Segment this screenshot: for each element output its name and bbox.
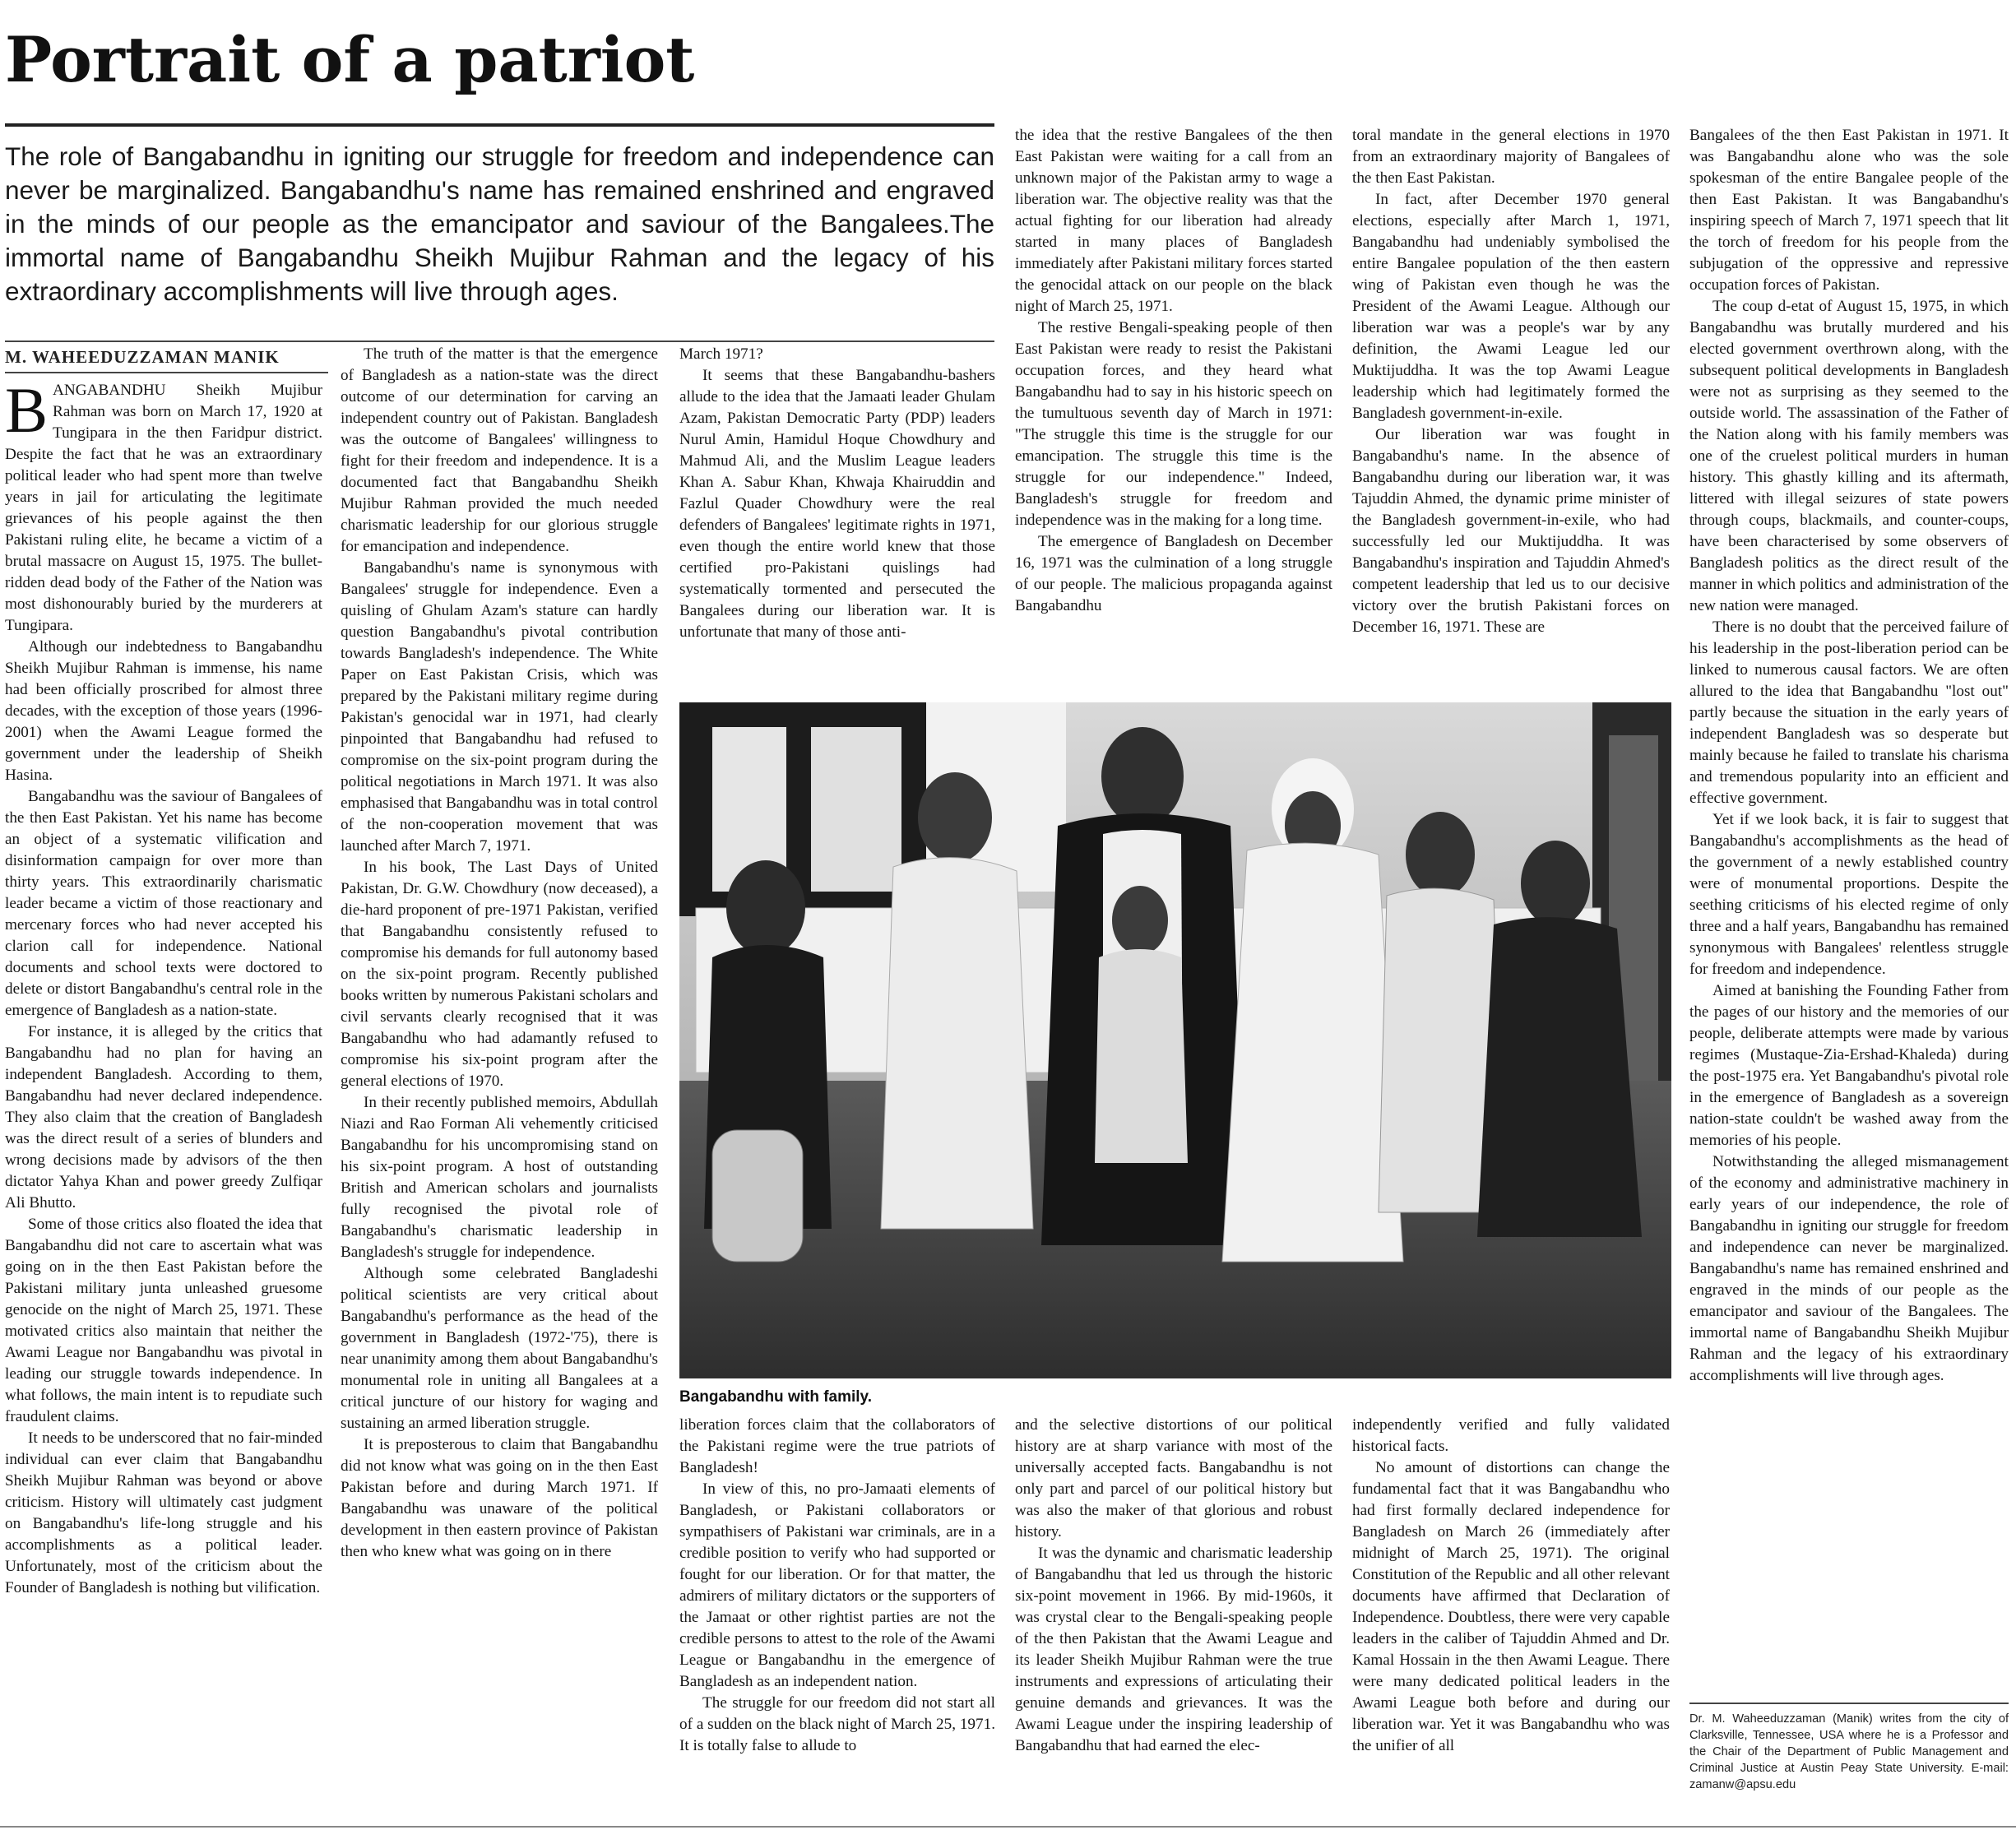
byline <box>5 347 334 368</box>
paragraph: In his book, The Last Days of United Pakistan, Dr. G.W. Chowdhury (now deceased), a die-hard proponent of pre-1971 Pakistan, verified that Bangabandhu consistently refused to compromise his demands for full autonomy based on the six-point program. Recently published books written by numerous Pakistani scholars and civil servants clearly recognised that it was Bangabandhu who had adamantly refused to compromise his six-point program after the general elections of 1970. <box>341 859 658 1090</box>
paragraph: It needs to be underscored that no fair-minded individual can ever claim that Bangabandhu Sheikh Mujibur Rahman was beyond or above criticism. History will ultimately cast judgment on Bangabandhu's life-long struggle and his accomplishments as a political leader. Unfortunately, most of the criticism about the Founder of Bangladesh is nothing but vilification. <box>5 1429 322 1596</box>
byline-text: M. WAHEEDUZZAMAN MANIK <box>5 347 280 367</box>
paragraph: In view of this, no pro-Jamaati elements of Bangladesh, or Pakistani collaborators or sympathisers of Pakistani war criminals, are in a credible position to verify who had supported or fought for our liberation. Or for that matter, the admirers of military dictators or the supporters of the Jamaat or other rightist parties are not the credible persons to attest to the role of the Awami League or Bangabandhu in the emergence of Bangladesh as an independent nation. <box>679 1480 995 1690</box>
paragraph: independently verified and fully validated historical facts. <box>1352 1416 1670 1455</box>
column-3-top <box>679 344 995 689</box>
drop-cap: B <box>5 380 49 446</box>
paragraph: Our liberation war was fought in Bangabandhu's name. In the absence of Bangabandhu during our liberation war, it was Tajuddin Ahmed, the dynamic prime minister of the Bangladesh government-in-exile, who had successfully led our Muktijuddha. It was Bangabandhu's inspiration and Tajuddin Ahmed's competent leadership that led us to our decisive victory over the brutish Pakistani forces on December 16, 1971. These are <box>1352 426 1670 636</box>
paragraph: There is no doubt that the perceived failure of his leadership in the post-liberation period can be linked to numerous causal factors. We are often allured to the idea that Bangabandhu "lost out" partly because the situation in the early years of independent Bangladesh was so desperate but mainly because he failed to translate his charisma and tremendous popularity into an efficient and effective government. <box>1689 618 2009 807</box>
paragraph: The struggle for our freedom did not start all of a sudden on the black night of March 25, 1971. It is totally false to allude to <box>679 1694 995 1754</box>
paragraph: The restive Bengali-speaking people of then East Pakistan were ready to resist the Pakistani occupation forces, and they heard what Bangabandhu had to say in his historic speech on the tumultuous seventh day of March in 1971: "The struggle this time is the struggle for our emancipation. The struggle this time is the struggle for our independence." Indeed, Bangladesh's struggle for freedom and independence was in the making for a long time. <box>1015 319 1332 529</box>
column-1 <box>5 380 322 1803</box>
paragraph <box>5 380 322 637</box>
column-5-bottom <box>1352 1415 1670 1805</box>
photo-caption: Bangabandhu with family. <box>679 1388 872 1406</box>
paragraph: No amount of distortions can change the fundamental fact that it was Bangabandhu who had first formally declared independence for Bangladesh on March 26 (immediately after midnight of March 25, 1971). The original Constitution of the Republic and all other relevant documents have affirmed that Declaration of Independence. Doubtless, there were very capable leaders in the caliber of Tajuddin Ahmed and Dr. Kamal Hossain in the then Awami League. There were many dedicated political leaders in the Awami League both before and during our liberation war. Yet it was Bangabandhu who was the unifier of all <box>1352 1459 1670 1754</box>
byline-rule <box>5 372 328 373</box>
family-photo <box>679 702 1671 1378</box>
author-note-rule <box>1689 1703 2009 1704</box>
paragraph: The truth of the matter is that the emergence of Bangladesh as a nation-state was the direct outcome of our determination for carving an independent country out of Pakistan. Bangladesh was the outcome of Bangalees' willingness to fight for their freedom and independence. It is a documented fact that Bangabandhu Sheikh Mujibur Rahman provided the much needed charismatic leadership for our glorious struggle for emancipation and independence. <box>341 345 658 555</box>
paragraph: Aimed at banishing the Founding Father from the pages of our history and the memories of our people, deliberate attempts were made by various regimes (Mustaque-Zia-Ershad-Khaleda) during the post-1975 era. Yet Bangabandhu's pivotal role in the emergence of Bangladesh as a sovereign nation-state couldn't be washed away from the memories of his people. <box>1689 982 2009 1149</box>
paragraph: the idea that the restive Bangalees of the then East Pakistan were waiting for a call from an unknown major of the Pakistan army to wage a liberation war. The objective reality was that the actual fighting for our liberation had already started in many places of Bangladesh immediately after Pakistani military forces started the genocidal attack on our people on the black night of March 25, 1971. <box>1015 127 1332 315</box>
paragraph: liberation forces claim that the collaborators of the Pakistani regime were the true patriots of Bangladesh! <box>679 1416 995 1476</box>
lead-caps: ANGABANDHU <box>53 382 166 399</box>
paragraph: It seems that these Bangabandhu-bashers allude to the idea that the Jamaati leader Ghulam Azam, Pakistan Democratic Party (PDP) leaders Nurul Amin, Hamidul Hoque Chowdhury and Mahmud Ali, and the Muslim League leaders Khan A. Sabur Khan, Khwaja Khairuddin and Fazlul Quader Chowdhury were the real defenders of Bangalees' legitimate rights in 1971, even though the entire world knew that those certified pro-Pakistani quislings had systematically tormented and persecuted the Bangalees during our liberation war. It is unfortunate that many of those anti- <box>679 367 995 641</box>
paragraph: Bangabandhu was the saviour of Bangalees of the then East Pakistan. Yet his name has become an object of a systematic vilification and disinformation campaign for over more than thirty years. This extraordinarily charismatic leader became a victim of those reactionary and mercenary forces who had never accepted his clarion call for independence. National documents and school texts were doctored to delete or distort Bangabandhu's central role in the emergence of Bangladesh as a nation-state. <box>5 788 322 1019</box>
paragraph: and the selective distortions of our political history are at sharp variance with most of the universally accepted facts. Bangabandhu is not only part and parcel of our political history but was also the maker of that glorious and robust history. <box>1015 1416 1332 1540</box>
column-5-top <box>1352 125 1670 689</box>
paragraph: Bangabandhu's name is synonymous with Bangalees' struggle for independence. Even a quisling of Ghulam Azam's stature can hardly question Bangabandhu's pivotal contribution towards Bangladesh's independence. The White Paper on East Pakistan Crisis, which was prepared by the Pakistani military regime during Pakistan's genocidal war in 1971, had clearly pinpointed that Bangabandhu had refused to compromise on the six-point program during the political negotiations in March 1971. It was also emphasised that Bangabandhu was in total control of the non-cooperation movement that was launched after March 7, 1971. <box>341 559 658 855</box>
paragraph: In their recently published memoirs, Abdullah Niazi and Rao Forman Ali vehemently criticised Bangabandhu for his uncompromising stand on his six-point program. A host of outstanding British and American scholars and journalists fully recognised the pivotal role of Bangabandhu's charismatic leadership in Bangladesh's struggle for independence. <box>341 1094 658 1261</box>
paragraph: It is preposterous to claim that Bangabandhu did not know what was going on in the then East Pakistan before and during March 1971. If Bangabandhu was unaware of the political development in then eastern province of Pakistan then who knew what was going on in there <box>341 1436 658 1560</box>
column-4-bottom <box>1015 1415 1332 1805</box>
column-4-top <box>1015 125 1332 689</box>
paragraph: Bangalees of the then East Pakistan in 1971. It was Bangabandhu alone who was the sole spokesman of the entire Bangalee people of the then East Pakistan. It was Bangabandhu's inspiring speech of March 7, 1971 speech that lit the torch of freedom for his people from the subjugation of the oppressive and repressive occupation forces of Pakistan. <box>1689 127 2009 294</box>
paragraph: In fact, after December 1970 general elections, especially after March 1, 1971, Bangabandhu had undeniably symbolised the entire Bangalee population of the then eastern wing of Pakistan even though he was the President of the Awami League. Although our liberation war was a people's war by any definition, the Awami League led our Muktijuddha. It was the top Awami League leadership which had legitimately formed the Bangladesh government-in-exile. <box>1352 191 1670 422</box>
paragraph: For instance, it is alleged by the critics that Bangabandhu had no plan for having an independent Bangladesh. According to them, Bangabandhu had never declared independence. They also claim that the creation of Bangladesh was the direct result of a series of blunders and wrong decisions made by advisors of the then dictator Yahya Khan and power greedy Zulfiqar Ali Bhutto. <box>5 1023 322 1212</box>
paragraph: Yet if we look back, it is fair to suggest that Bangabandhu's accomplishments as the head of the government of a newly established country were of monumental proportions. Despite the seething criticisms of his elected regime of only three and a half years, Bangabandhu has remained synonymous with Bangalees' relentless struggle for freedom and independence. <box>1689 811 2009 978</box>
deck: The role of Bangabandhu in igniting our struggle for freedom and independence can never be marginalized. Bangabandhu's name has remained enshrined and engraved in the minds of our people as the emancipator and saviour of the Bangalees.The immortal name of Bangabandhu Sheikh Mujibur Rahman and the legacy of his extraordinary accomplishments will live through ages. <box>5 141 994 306</box>
paragraph: It was the dynamic and charismatic leadership of Bangabandhu that led us through the historic six-point movement in 1966. By mid-1960s, it was crystal clear to the Bengali-speaking people of the then Pakistan that the Awami League and its leader Sheikh Mujibur Rahman were the true instruments and expressions of articulating their genuine demands and grievances. It was the Awami League under the inspiring leadership of Bangabandhu that had earned the elec- <box>1015 1545 1332 1754</box>
paragraph: Notwithstanding the alleged mismanagement of the economy and administrative machinery in early years of our independence, the role of Bangabandhu in igniting our struggle for freedom and independence can never be marginalized. Bangabandhu's name has remained enshrined and engraved in the minds of our people as the emancipator and saviour of the Bangalees. The immortal name of Bangabandhu Sheikh Mujibur Rahman and the legacy of his extraordinary accomplishments will live through ages. <box>1689 1153 2009 1384</box>
author-note: Dr. M. Waheeduzzaman (Manik) writes from the city of Clarksville, Tennessee, USA where he is a Professor and the Chair of the Department of Public Management and Criminal Justice at Austin Peay State University. E-mail: zamanw@apsu.edu <box>1689 1712 2009 1791</box>
paragraph: toral mandate in the general elections in 1970 from an extraordinary majority of Bangalees of the then East Pakistan. <box>1352 127 1670 187</box>
top-rule <box>5 123 994 127</box>
deck-rule <box>5 341 994 342</box>
paragraph: Although our indebtedness to Bangabandhu Sheikh Mujibur Rahman is immense, his name had been officially proscribed for almost three decades, with the exception of those years (1996-2001) when the Awami League formed the government under the leadership of Sheikh Hasina. <box>5 638 322 784</box>
paragraph: March 1971? <box>679 345 763 363</box>
column-6 <box>1689 125 2009 1696</box>
paragraph: The coup d-etat of August 15, 1975, in which Bangabandhu was brutally murdered and his elected government overthrown along, with the subsequent political developments in Bangladesh were not as surprising as they seemed to the outside world. The assassination of the Father of the Nation along with his family members was one of the cruelest political murders in human history. This ghastly killing and its aftermath, littered with illegal seizures of state powers through coups, blackmails, and counter-coups, have been characterised by some observers of Bangladesh politics as the direct result of the manner in which politics and administration of the new nation were managed. <box>1689 298 2009 614</box>
paragraph-text: Sheikh Mujibur Rahman was born on March 17, 1920 at Tungipara in the then Faridpur district. Despite the fact that he was an extraordinary political leader who had spent more than twelve years in jail for articulating the legitimate grievances of his people against the then Pakistani ruling elite, he became a victim of a brutal massacre on August 15, 1975. The bullet-ridden dead body of the Father of the Nation was most dishonourably buried by the murderers at Tungipara. <box>5 382 322 634</box>
family-photo-image <box>679 702 1671 1378</box>
headline: Portrait of a patriot <box>5 23 695 96</box>
column-2 <box>341 344 658 1805</box>
paragraph: The emergence of Bangladesh on December 16, 1971 was the culmination of a long struggle of our people. The malicious propaganda against Bangabandhu <box>1015 533 1332 614</box>
paragraph: Some of those critics also floated the idea that Bangabandhu did not care to ascertain what was going on in the then East Pakistan before the Pakistani military junta unleashed gruesome genocide on the night of March 25, 1971. These motivated critics also maintain that neither the Awami League nor Bangabandhu was pivotal in leading our struggle towards independence. In what follows, the main intent is to repudiate such fraudulent claims. <box>5 1216 322 1425</box>
bottom-rule <box>0 1826 2016 1828</box>
column-3-bottom <box>679 1415 995 1805</box>
paragraph: Although some celebrated Bangladeshi political scientists are very critical about Bangabandhu's performance as the head of the government in Bangladesh (1972-'75), there is near unanimity among them about Bangabandhu's monumental role in uniting all Bangalees at a critical juncture of our history for waging and sustaining an armed liberation struggle. <box>341 1265 658 1432</box>
